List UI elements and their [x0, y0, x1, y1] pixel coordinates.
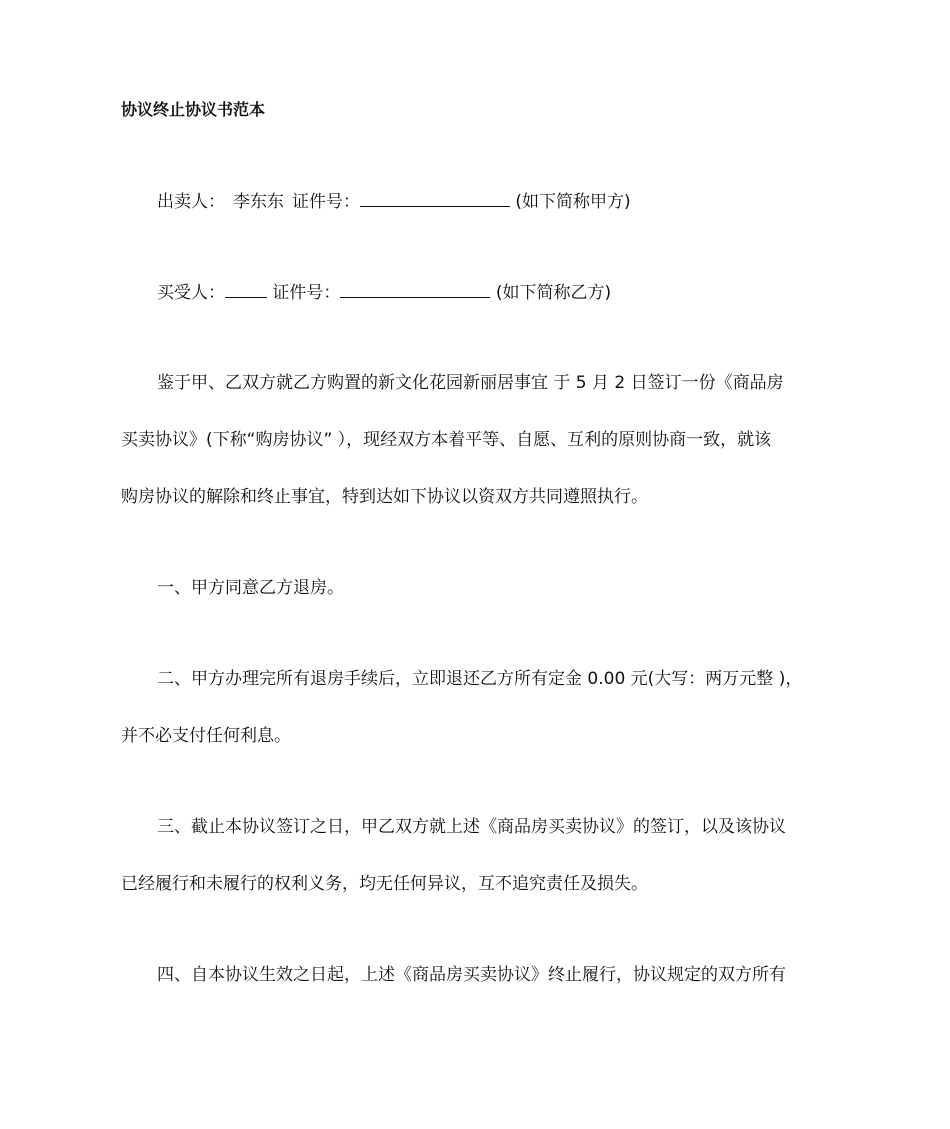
buyer-suffix: (如下简称乙方): [495, 283, 612, 303]
seller-line: [157, 189, 877, 213]
seller-name: 李东东: [233, 192, 284, 212]
buyer-label: 买受人：: [157, 283, 225, 303]
clause-4-line-1: 四、自本协议生效之日起，上述《商品房买卖协议》终止履行，协议规定的双方所有: [157, 965, 786, 985]
clause-3-line-1: 三、截止本协议签订之日，甲乙双方就上述《商品房买卖协议》的签订，以及该协议: [157, 817, 786, 837]
buyer-id-blank: [340, 280, 490, 298]
preamble-line-2: 买卖协议》(下称“购房协议” ），现经双方本着平等、自愿、互利的原则协商一致，就该: [121, 430, 772, 450]
buyer-name-blank: [225, 280, 267, 298]
seller-id-blank: [360, 189, 510, 207]
document-title: 协议终止协议书范本: [121, 100, 266, 119]
preamble-line-3: 购房协议的解除和终止事宜，特到达如下协议以资双方共同遵照执行。: [121, 487, 648, 507]
buyer-id-label: 证件号：: [272, 283, 341, 303]
seller-id-label: 证件号：: [292, 192, 360, 212]
clause-1: 一、甲方同意乙方退房。: [157, 578, 344, 598]
seller-suffix: (如下简称甲方): [515, 192, 631, 212]
seller-label: 出卖人：: [157, 192, 225, 212]
clause-2-line-2: 并不必支付任何利息。: [121, 726, 291, 746]
buyer-line: [157, 280, 877, 304]
preamble-line-1: 鉴于甲、乙双方就乙方购置的新文化花园新丽居事宜 于 5 月 2 日签订一份《商品房: [157, 373, 784, 393]
clause-3-line-2: 已经履行和未履行的权利义务，均无任何异议，互不追究责任及损失。: [121, 874, 648, 894]
clause-2-line-1: 二、甲方办理完所有退房手续后，立即退还乙方所有定金 0.00 元(大写：两万元整 )，: [157, 669, 803, 689]
